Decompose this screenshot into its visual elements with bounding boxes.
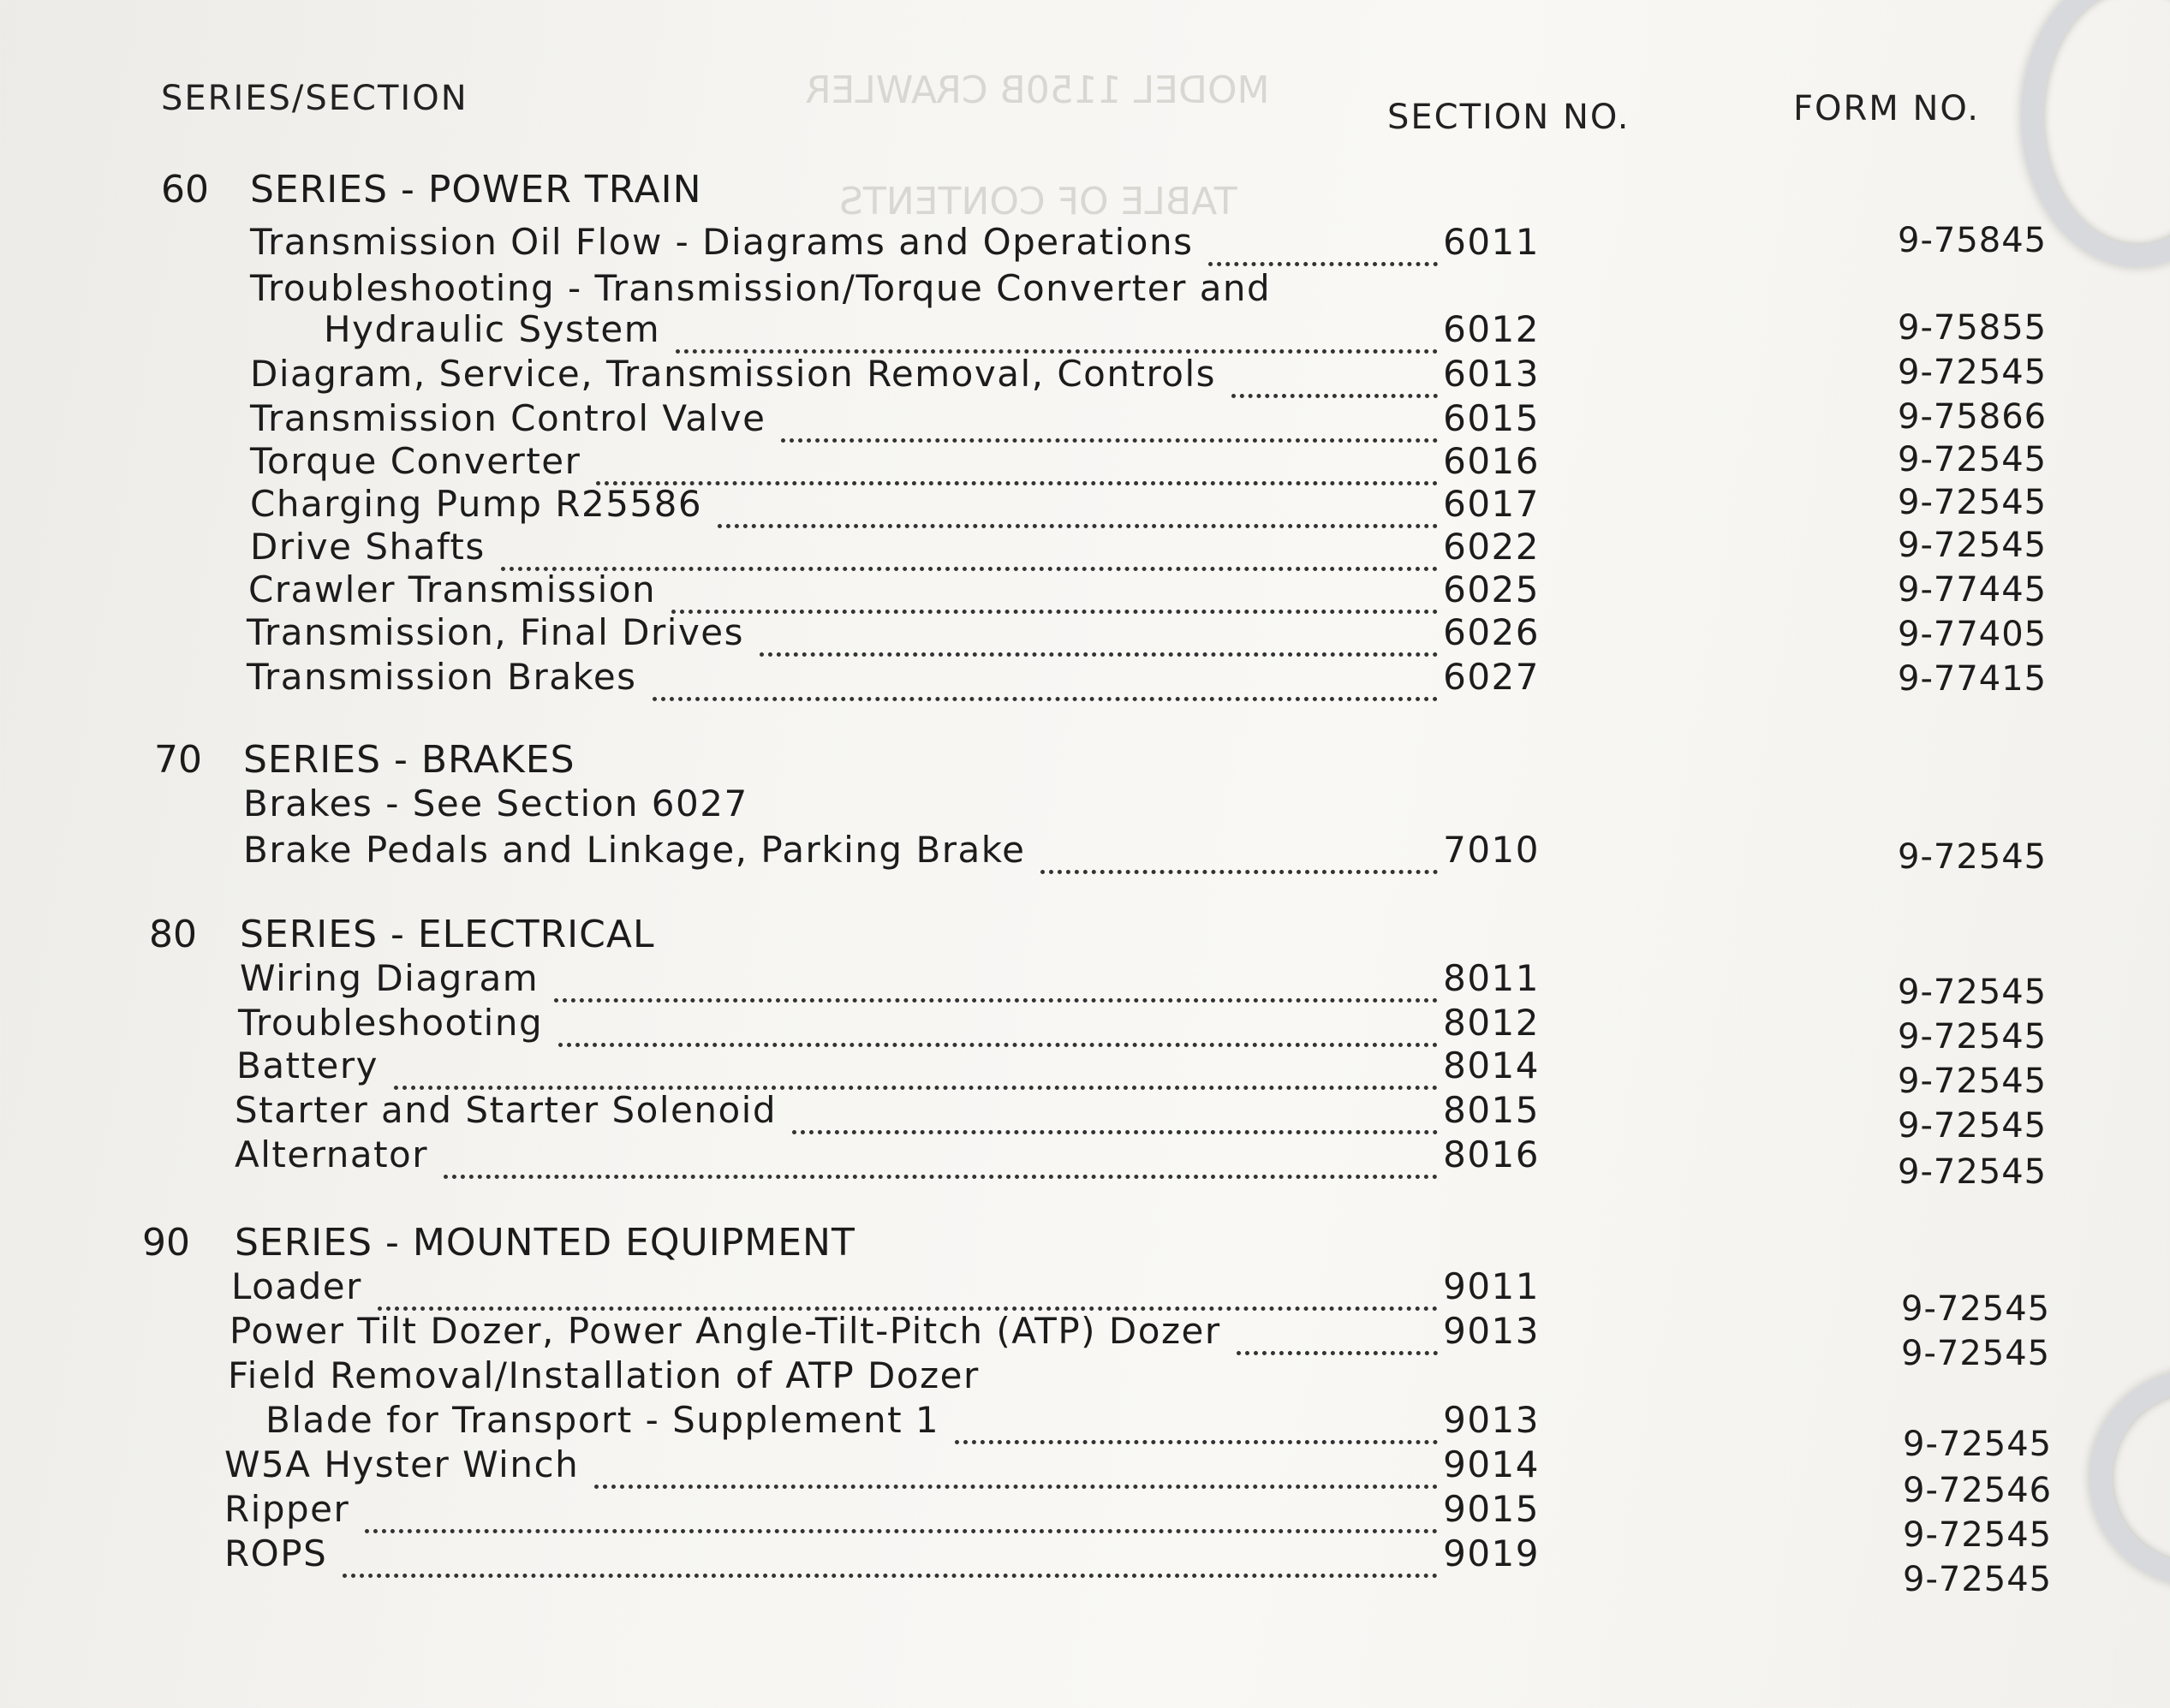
- dot-leader: [781, 401, 1438, 443]
- entry-form-no: 9-75845: [1898, 221, 2048, 260]
- dot-leader: [501, 529, 1438, 571]
- entry-title: Hydraulic System: [324, 308, 661, 350]
- dot-leader: [792, 1092, 1438, 1134]
- series-number: 80: [149, 913, 197, 956]
- series-title: SERIES - MOUNTED EQUIPMENT: [235, 1221, 855, 1265]
- dot-leader: [955, 1402, 1438, 1444]
- entry-form-no: 9-72545: [1901, 1289, 2051, 1329]
- entry-section-no: 8016: [1443, 1134, 1540, 1175]
- entry-section-no: 9014: [1443, 1443, 1540, 1485]
- dot-leader: [676, 312, 1438, 354]
- entry-title: Crawler Transmission: [248, 568, 657, 610]
- toc-entry: [235, 1134, 1540, 1180]
- toc-entry: [250, 221, 1540, 267]
- toc-entry: [247, 611, 1540, 658]
- entry-title: Diagram, Service, Transmission Removal, Controls: [250, 353, 1217, 395]
- entry-form-no: 9-72545: [1903, 1560, 2053, 1599]
- entry-title: Ripper: [224, 1488, 350, 1530]
- entry-form-no: 9-72545: [1903, 1515, 2053, 1555]
- entry-title: Transmission Control Valve: [250, 397, 766, 439]
- entry-title: Transmission, Final Drives: [247, 611, 745, 653]
- toc-entry: [236, 1044, 1540, 1091]
- toc-entry: [250, 440, 1540, 486]
- dot-leader: [760, 615, 1438, 657]
- entry-section-no: 6012: [1443, 308, 1540, 350]
- toc-entry: [247, 656, 1540, 702]
- dot-leader: [558, 1005, 1438, 1047]
- entry-section-no: 6025: [1443, 568, 1540, 610]
- entry-section-no: 6016: [1443, 440, 1540, 482]
- toc-entry: [224, 1532, 1540, 1579]
- entry-section-no: 8011: [1443, 957, 1540, 999]
- toc-entry: [238, 1002, 1540, 1048]
- entry-title: Power Tilt Dozer, Power Angle-Tilt-Pitch (ATP) Dozer: [230, 1310, 1221, 1352]
- header-series-section: SERIES/SECTION: [161, 79, 468, 118]
- series-number: 70: [154, 738, 202, 782]
- dot-leader: [554, 961, 1438, 1003]
- toc-entry: [243, 783, 1540, 829]
- dot-leader: [394, 1048, 1438, 1090]
- toc-entry: [224, 1488, 1540, 1534]
- toc-entry: [248, 568, 1540, 615]
- entry-form-no: 9-77405: [1898, 615, 2048, 654]
- toc-entry: [240, 957, 1540, 1003]
- entry-section-no: 6017: [1443, 483, 1540, 525]
- toc-entry: [231, 1265, 1540, 1312]
- header-form-no: FORM NO.: [1793, 89, 1981, 128]
- series-title: SERIES - BRAKES: [243, 738, 575, 782]
- toc-entry: [224, 1443, 1540, 1490]
- entry-form-no: 9-72545: [1898, 526, 2048, 565]
- entry-title: Loader: [231, 1265, 362, 1307]
- bleed-through-subtitle: TABLE OF CONTENTS: [839, 180, 1237, 223]
- entry-title: Transmission Oil Flow - Diagrams and Operations: [250, 221, 1194, 263]
- entry-section-no: 6013: [1443, 353, 1540, 395]
- dot-leader: [596, 443, 1438, 485]
- entry-section-no: 6026: [1443, 611, 1540, 653]
- bleed-through-title: MODEL 1150B CRAWLER: [805, 68, 1270, 112]
- entry-form-no: 9-72545: [1901, 1334, 2051, 1373]
- toc-entry: [235, 1089, 1540, 1135]
- entry-form-no: 9-72545: [1898, 973, 2048, 1012]
- entry-title: Troubleshooting: [238, 1002, 544, 1044]
- toc-entry: [230, 1310, 1540, 1356]
- entry-section-no: 6015: [1443, 397, 1540, 439]
- entry-section-no: 9015: [1443, 1488, 1540, 1530]
- entry-section-no: 8015: [1443, 1089, 1540, 1131]
- entry-form-no: 9-77445: [1898, 570, 2048, 610]
- entry-title: Charging Pump R25586: [250, 483, 703, 525]
- dot-leader: [718, 486, 1438, 528]
- entry-form-no: 9-75855: [1898, 308, 2048, 348]
- entry-title: Drive Shafts: [250, 526, 486, 568]
- entry-title: Wiring Diagram: [240, 957, 540, 999]
- toc-entry: [265, 1399, 1540, 1445]
- dot-leader: [594, 1447, 1438, 1489]
- entry-form-no: 9-72545: [1898, 1152, 2048, 1192]
- entry-title: W5A Hyster Winch: [224, 1443, 580, 1485]
- series-number: 60: [161, 168, 209, 211]
- dot-leader: [1208, 224, 1438, 266]
- entry-title: Torque Converter: [250, 440, 581, 482]
- header-section-no: SECTION NO.: [1387, 98, 1630, 137]
- entry-title: Brake Pedals and Linkage, Parking Brake: [243, 829, 1026, 871]
- entry-form-no: 9-72546: [1903, 1471, 2053, 1510]
- dot-leader: [444, 1137, 1438, 1179]
- dot-leader: [378, 1269, 1438, 1311]
- series-title: SERIES - ELECTRICAL: [240, 913, 655, 956]
- dot-leader: [343, 1536, 1438, 1578]
- entry-section-no: 8012: [1443, 1002, 1540, 1044]
- dot-leader: [1231, 356, 1438, 398]
- entry-form-no: 9-77415: [1898, 659, 2048, 699]
- entry-form-no: 9-72545: [1898, 353, 2048, 392]
- entry-section-no: 9011: [1443, 1265, 1540, 1307]
- series-number: 90: [142, 1221, 190, 1265]
- entry-section-no: 9019: [1443, 1532, 1540, 1574]
- entry-form-no: 9-75866: [1898, 397, 2048, 437]
- entry-title: Starter and Starter Solenoid: [235, 1089, 777, 1131]
- toc-entry: [243, 829, 1540, 875]
- entry-section-no: 9013: [1443, 1310, 1540, 1352]
- entry-form-no: 9-72545: [1898, 483, 2048, 522]
- entry-title: Alternator: [235, 1134, 429, 1175]
- entry-section-no: 6027: [1443, 656, 1540, 698]
- entry-title: Field Removal/Installation of ATP Dozer: [228, 1354, 980, 1396]
- entry-title: Brakes - See Section 6027: [243, 783, 748, 824]
- series-title: SERIES - POWER TRAIN: [250, 168, 702, 211]
- entry-section-no: 6022: [1443, 526, 1540, 568]
- dot-leader: [671, 572, 1438, 614]
- toc-entry: [250, 353, 1540, 399]
- toc-entry: [250, 267, 1540, 313]
- toc-entry: [228, 1354, 1540, 1401]
- entry-title: Troubleshooting - Transmission/Torque Converter and: [250, 267, 1272, 309]
- entry-title: ROPS: [224, 1532, 328, 1574]
- entry-form-no: 9-72545: [1898, 837, 2048, 877]
- entry-form-no: 9-72545: [1898, 440, 2048, 479]
- entry-form-no: 9-72545: [1898, 1106, 2048, 1146]
- toc-entry: [250, 483, 1540, 529]
- entry-section-no: 9013: [1443, 1399, 1540, 1441]
- entry-section-no: 6011: [1443, 221, 1540, 263]
- entry-title: Transmission Brakes: [247, 656, 637, 698]
- toc-entry: [324, 308, 1540, 354]
- dot-leader: [365, 1491, 1438, 1533]
- dot-leader: [653, 659, 1438, 701]
- entry-title: Blade for Transport - Supplement 1: [265, 1399, 940, 1441]
- entry-form-no: 9-72545: [1903, 1425, 2053, 1464]
- entry-section-no: 7010: [1443, 829, 1540, 871]
- entry-form-no: 9-72545: [1898, 1062, 2048, 1101]
- toc-entry: [250, 397, 1540, 443]
- dot-leader: [1237, 1313, 1438, 1355]
- entry-form-no: 9-72545: [1898, 1017, 2048, 1056]
- toc-entry: [250, 526, 1540, 572]
- binder-ring-bottom: [2090, 1370, 2170, 1586]
- entry-title: Battery: [236, 1044, 379, 1086]
- dot-leader: [1040, 832, 1438, 874]
- entry-section-no: 8014: [1443, 1044, 1540, 1086]
